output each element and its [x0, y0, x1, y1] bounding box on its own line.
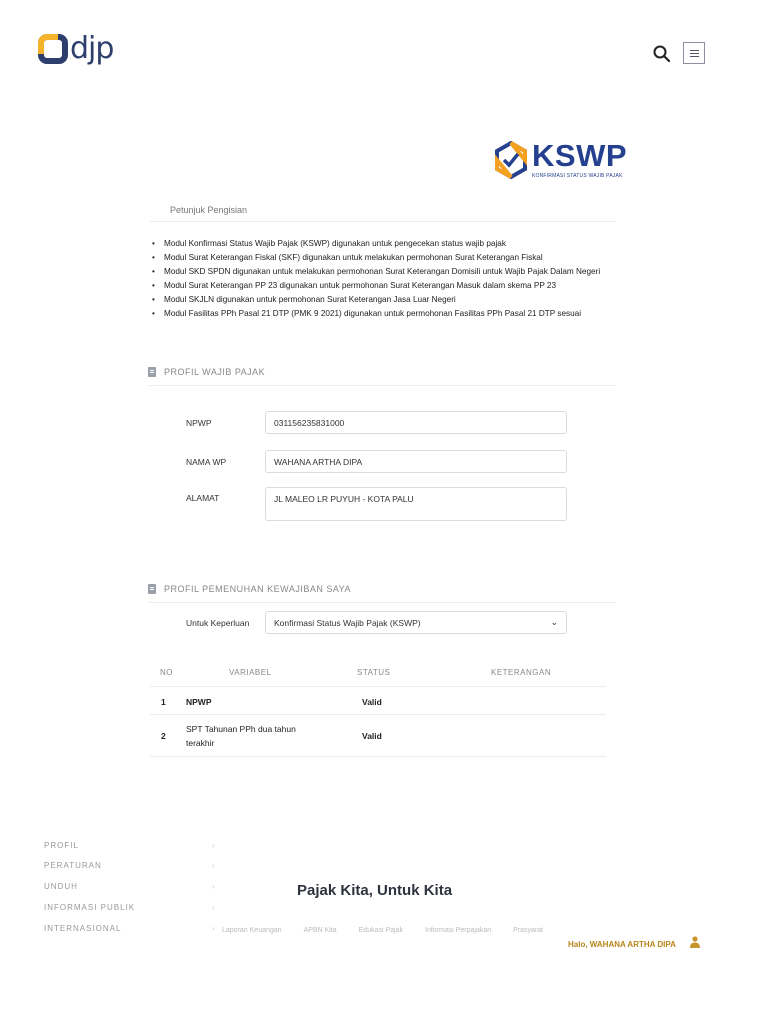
- profil-kewajiban-header: [148, 584, 351, 594]
- chevron-right-icon: ›: [212, 841, 215, 850]
- row-1-variabel: NPWP: [186, 697, 212, 707]
- chevron-right-icon: ›: [212, 903, 215, 912]
- instructions-label: Petunjuk Pengisian: [170, 205, 248, 215]
- table-header-status: STATUS: [357, 668, 391, 677]
- djp-logo[interactable]: [38, 31, 114, 66]
- kswp-logo: [494, 140, 627, 179]
- table-divider: [150, 756, 606, 757]
- profil-wp-title: PROFIL WAJIB PAJAK: [164, 367, 266, 377]
- document-icon: [148, 367, 156, 377]
- row-1-status: Valid: [362, 697, 382, 707]
- menu-button[interactable]: [683, 42, 705, 64]
- footer-link[interactable]: Edukasi Pajak: [358, 927, 403, 934]
- npwp-label: NPWP: [186, 418, 212, 428]
- footer-link[interactable]: Informasi Perpajakan: [425, 927, 492, 934]
- nama-wp-field[interactable]: WAHANA ARTHA DIPA: [265, 450, 567, 473]
- chevron-right-icon: ›: [212, 861, 215, 870]
- kswp-title: KSWP: [532, 138, 627, 173]
- greeting-name: WAHANA ARTHA DIPA: [589, 940, 676, 949]
- row-2-variabel: SPT Tahunan PPh dua tahun terakhir: [186, 724, 296, 748]
- search-icon: [652, 44, 672, 64]
- table-header-no: NO: [160, 668, 173, 677]
- djp-logo-icon: [38, 34, 68, 64]
- footer-link[interactable]: Laporan Keuangan: [222, 927, 282, 934]
- instruction-item: • Modul SKD SPDN digunakan untuk melakukan permohonan Surat Keterangan Domisili untuk Wajib Pajak Dalam Negeri: [152, 265, 622, 279]
- document-icon: [148, 584, 156, 594]
- footer-nav-internasional[interactable]: INTERNASIONAL: [44, 924, 122, 933]
- search-button[interactable]: [652, 44, 672, 64]
- djp-logo-text: djp: [70, 31, 114, 66]
- table-header-variabel: VARIABEL: [229, 668, 272, 677]
- footer-tagline: Pajak Kita, Untuk Kita: [297, 882, 453, 899]
- row-2-status: Valid: [362, 731, 382, 741]
- footer-nav-peraturan[interactable]: PERATURAN: [44, 861, 102, 870]
- chevron-right-icon: ›: [212, 924, 215, 933]
- alamat-field[interactable]: JL MALEO LR PUYUH - KOTA PALU: [265, 487, 567, 521]
- divider: [148, 602, 616, 603]
- hamburger-menu-icon: [690, 50, 699, 51]
- footer-nav-informasi-publik[interactable]: INFORMASI PUBLIK: [44, 903, 136, 912]
- row-2-no: 2: [161, 731, 166, 741]
- divider: [150, 221, 616, 222]
- footer-links: [222, 927, 543, 934]
- instruction-item: • Modul SKJLN digunakan untuk permohonan Surat Keterangan Jasa Luar Negeri: [152, 293, 622, 307]
- table-divider: [150, 714, 606, 715]
- divider: [148, 385, 616, 386]
- profil-wp-header: [148, 367, 265, 377]
- footer-link[interactable]: Prasyarat: [513, 927, 544, 934]
- footer-nav-unduh[interactable]: UNDUH: [44, 882, 78, 891]
- greeting-prefix: Halo,: [568, 940, 588, 949]
- instruction-item: • Modul Konfirmasi Status Wajib Pajak (KSWP) digunakan untuk pengecekan status wajib pajak: [152, 237, 622, 251]
- nama-wp-label: NAMA WP: [186, 457, 227, 467]
- user-icon[interactable]: [690, 936, 700, 948]
- keperluan-select[interactable]: [265, 611, 567, 634]
- row-1-no: 1: [161, 697, 166, 707]
- instructions-list: [152, 237, 622, 321]
- npwp-field[interactable]: 031156235831000: [265, 411, 567, 434]
- instruction-item: • Modul Surat Keterangan Fiskal (SKF) digunakan untuk melakukan permohonan Surat Keterangan Fiskal: [152, 251, 622, 265]
- table-divider: [150, 686, 606, 687]
- alamat-label: ALAMAT: [186, 493, 220, 503]
- table-header-keterangan: KETERANGAN: [491, 668, 552, 677]
- user-greeting[interactable]: [568, 940, 676, 949]
- kswp-subtitle: KONFIRMASI STATUS WAJIB PAJAK: [532, 173, 623, 179]
- keperluan-label: Untuk Keperluan: [186, 618, 250, 628]
- chevron-right-icon: ›: [212, 882, 215, 891]
- profil-kewajiban-title: PROFIL PEMENUHAN KEWAJIBAN SAYA: [164, 584, 352, 594]
- kswp-shield-icon: [494, 141, 528, 179]
- instruction-item: • Modul Surat Keterangan PP 23 digunakan untuk permohonan Surat Keterangan Masuk dalam skema PP 23: [152, 279, 622, 293]
- footer-nav-profil[interactable]: PROFIL: [44, 841, 79, 850]
- footer-link[interactable]: APBN Kita: [303, 927, 337, 934]
- keperluan-selected-value: Konfirmasi Status Wajib Pajak (KSWP): [274, 617, 421, 628]
- chevron-down-icon: ⌄: [550, 617, 558, 627]
- instruction-item: • Modul Fasilitas PPh Pasal 21 DTP (PMK 9 2021) digunakan untuk permohonan Fasilitas PPh Pasal 21 DTP sesuai: [152, 307, 622, 321]
